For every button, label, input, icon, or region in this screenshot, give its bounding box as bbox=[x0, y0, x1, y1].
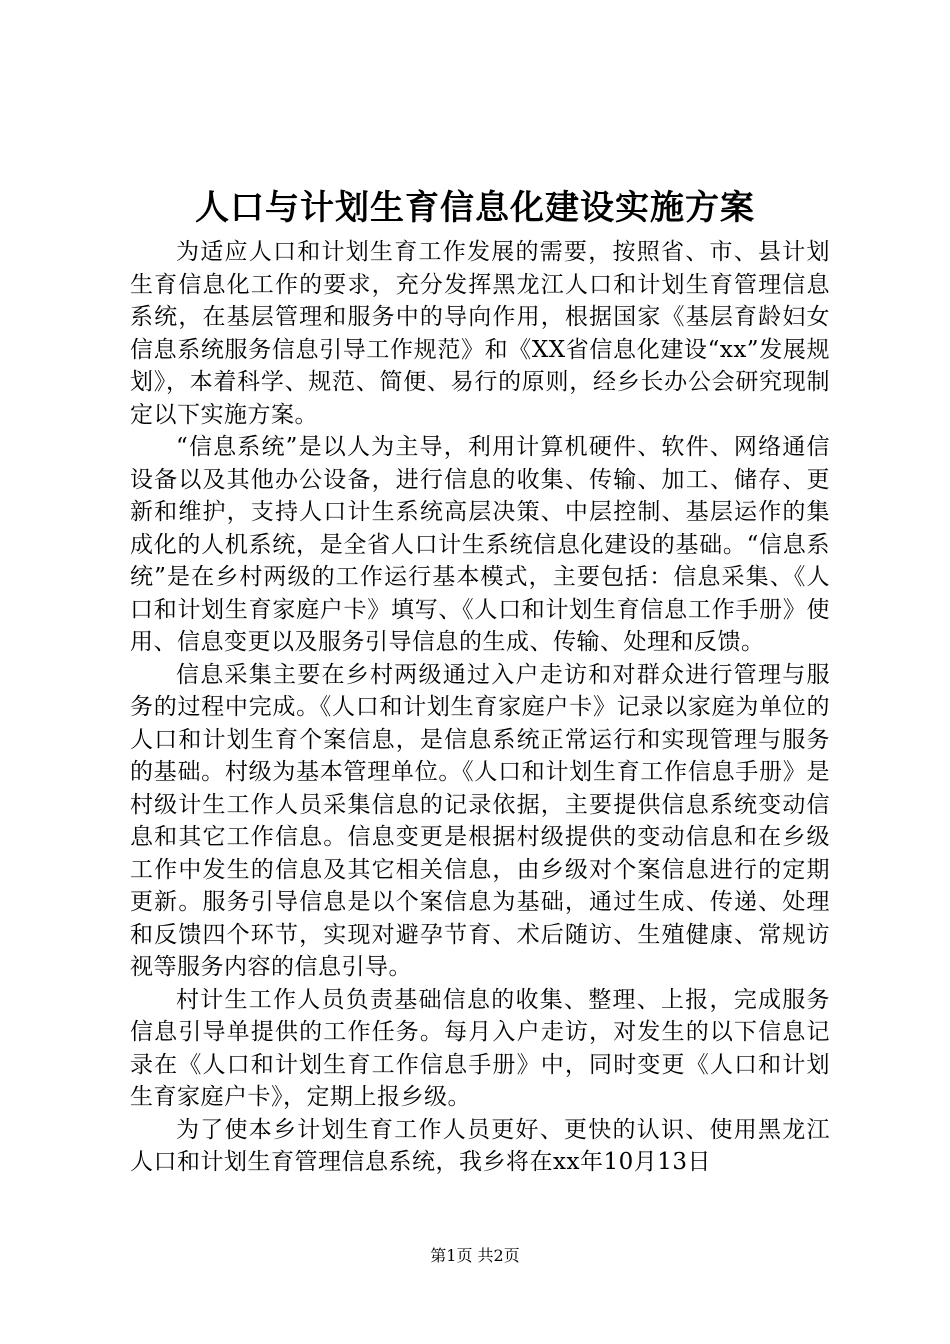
paragraph: “信息系统”是以人为主导，利用计算机硬件、软件、网络通信设备以及其他办公设备，进行信息的收集、传输、加工、储存、更新和维护，支持人口计生系统高层决策、中层控制、基层运作的集成化的人机系统，是全省人口计生系统信息化建设的基础。“信息系统”是在乡村两级的工作运行基本模式，主要包括：信息采集、《人口和计划生育家庭户卡》填写、《人口和计划生育信息工作手册》使用、信息变更以及服务引导信息的生成、传输、处理和反馈。 bbox=[130, 434, 830, 655]
paragraph: 村计生工作人员负责基础信息的收集、整理、上报，完成服务信息引导单提供的工作任务。每月入户走访，对发生的以下信息记录在《人口和计划生育工作信息手册》中，同时变更《人口和计划生育家庭户卡》，定期上报乡级。 bbox=[130, 986, 830, 1110]
paragraph: 为了使本乡计划生育工作人员更好、更快的认识、使用黑龙江人口和计划生育管理信息系统，我乡将在xx年10月13日 bbox=[130, 1116, 830, 1175]
document-body bbox=[130, 236, 830, 1179]
paragraph: 为适应人口和计划生育工作发展的需要，按照省、市、县计划生育信息化工作的要求，充分发挥黑龙江人口和计划生育管理信息系统，在基层管理和服务中的导向作用，根据国家《基层育龄妇女信息系统服务信息引导工作规范》和《XX省信息化建设“xx”发展规划》，本着科学、规范、简便、易行的原则，经乡长办公会研究现制定以下实施方案。 bbox=[130, 239, 830, 428]
document-title: 人口与计划生育信息化建设实施方案 bbox=[195, 188, 755, 228]
paragraph: 信息采集主要在乡村两级通过入户走访和对群众进行管理与服务的过程中完成。《人口和计划生育家庭户卡》记录以家庭为单位的人口和计划生育个案信息，是信息系统正常运行和实现管理与服务的基础。村级为基本管理单位。《人口和计划生育工作信息手册》是村级计生工作人员采集信息的记录依据，主要提供信息系统变动信息和其它工作信息。信息变更是根据村级提供的变动信息和在乡级工作中发生的信息及其它相关信息，由乡级对个案信息进行的定期更新。服务引导信息是以个案信息为基础，通过生成、传递、处理和反馈四个环节，实现对避孕节育、术后随访、生殖健康、常规访视等服务内容的信息引导。 bbox=[130, 661, 830, 980]
page-number-footer: 第1页 共2页 bbox=[430, 1246, 520, 1265]
